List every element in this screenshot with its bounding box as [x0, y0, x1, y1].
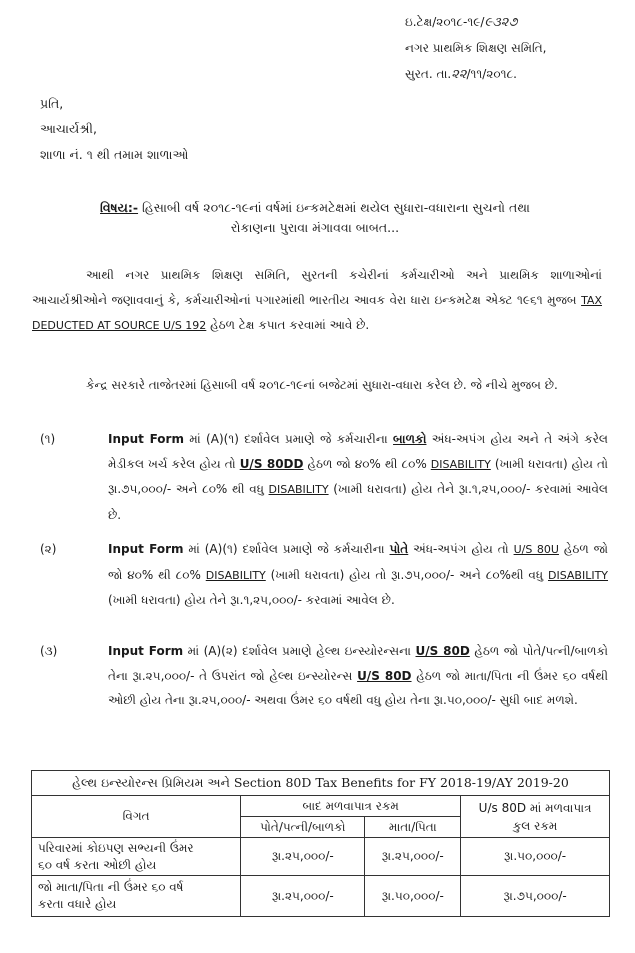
subject	[20, 198, 610, 238]
text-segment: હેઠળ જો માતા/પિતા ની ઉંમર ૬૦ વર્ષથી ઓછી હોય તેના રૂા.૨૫,૦૦૦/- અથવા ઉંમર ૬૦ વર્ષથી વધુ હોય તેના રૂા.૫૦,૦૦૦/- સુધી બાદ મળશે.	[108, 668, 609, 707]
input-form-label: Input Form	[108, 644, 184, 658]
row-detail-line-2: કરતા વધારે હોય	[38, 897, 117, 911]
disability-term: DISABILITY	[547, 568, 609, 582]
header-deduction: બાદ મળવાપાત્ર રકમ	[241, 796, 461, 817]
text-segment: (ખામી ધરાવતા) હોય તો રૂા.૭૫,૦૦૦/- અને ૮૦% થી વધુ	[108, 456, 608, 496]
text-segment: (ખામી ધરાવતા) હોય તેને રૂા.૧,૨૫,૦૦૦/- કરવામાં આવેલ છે.	[108, 482, 609, 522]
subject-line-1	[20, 198, 610, 218]
office-name: નગર પ્રાથમિક શિક્ષણ સમિતિ,	[405, 41, 547, 55]
subject-line-2: રોકાણના પુરાવા મંગાવવા બાબત...	[230, 220, 400, 235]
emphasis-self: પોતે	[389, 542, 409, 556]
disability-term: DISABILITY	[430, 457, 491, 471]
table-title	[32, 771, 610, 796]
row-detail	[32, 838, 241, 876]
row-self-amount: રૂા.૨૫,૦૦૦/-	[241, 876, 365, 917]
list-item-text	[108, 537, 608, 613]
intro-text-end: હેઠળ ટેક્ષ કપાત કરવામાં આવે છે.	[206, 318, 370, 332]
text-segment: હેઠળ જો ૪૦% થી ૮૦%	[303, 456, 431, 471]
tax-benefits-table	[31, 770, 610, 917]
input-form-label: Input Form	[108, 432, 184, 446]
subject-text-1: હિસાબી વર્ષ ૨૦૧૮-૧૯નાં વર્ષમાં ઇન્કમટેક્ષમાં થયેલ સુધારા-વધારાના સુચનો તથા	[138, 200, 530, 215]
header-detail: વિગત	[32, 796, 241, 838]
reference-number	[405, 12, 517, 33]
row-detail-line-1: જો માતા/પિતા ની ઉંમર ૬૦ વર્ષ	[38, 880, 184, 894]
section-80d: U/S 80D	[415, 644, 470, 658]
paragraph-budget: કેન્દ્ર સરકારે તાજેતરમાં હિસાબી વર્ષ ૨૦૧૮-૧૯નાં બજેટમાં સુધારા-વધારા કરેલ છે. જે નીચે મુજબ છે.	[86, 378, 558, 392]
list-item-3	[40, 639, 610, 744]
reference-handwritten-number: ૯૩૨૭	[484, 15, 518, 30]
address-to: પ્રતિ,	[40, 96, 64, 111]
list-item-number: (૧)	[40, 432, 56, 446]
section-80dd: U/S 80DD	[239, 456, 304, 471]
disability-term: DISABILITY	[268, 483, 329, 496]
row-detail	[32, 876, 241, 917]
place-date	[405, 64, 517, 85]
place: સુરત. તા.	[405, 67, 452, 81]
text-segment: (ખામી ધરાવતા) હોય તો રૂા.૭૫,૦૦૦/- અને ૮૦%થી વધુ	[265, 567, 548, 582]
row-total-amount: રૂા.૫૦,૦૦૦/-	[461, 838, 610, 876]
row-parents-amount: રૂા.૫૦,૦૦૦/-	[365, 876, 461, 917]
address-recipient: આચાર્યશ્રી,	[40, 121, 97, 136]
table-title-gujarati: હેલ્થ ઇન્સ્યોરન્સ પ્રિમિયમ અને	[72, 775, 234, 790]
date-rest: /૧૧/૨૦૧૮.	[466, 67, 517, 81]
input-form-label: Input Form	[108, 542, 184, 556]
text-segment: હેઠળ જો પોતે/પત્ની/બાળકો તેના રૂા.૨૫,૦૦૦/- તે ઉપરાંત જો હેલ્થ ઇન્સ્યોરન્સ	[108, 644, 609, 683]
header-total-line-2: કુલ રકમ	[512, 818, 558, 833]
text-segment: માં (A)(૧) દર્શાવેલ પ્રમાણે જે કર્મચારીના	[183, 542, 390, 556]
header-total-line-1: U/s 80D માં મળવાપાત્ર	[478, 800, 592, 815]
section-80u: U/S 80U	[513, 543, 559, 556]
text-segment: (ખામી ધરાવતા) હોય તેને રૂા.૧,૨૫,૦૦૦/- કરવામાં આવેલ છે.	[108, 593, 395, 607]
table-row	[32, 838, 610, 876]
text-segment: અંધ-અપંગ હોય અને તે અંગે કરેલ મેડીકલ ખર્ચ કરેલ હોય તો	[108, 432, 608, 471]
address-schools: શાળા નં. ૧ થી તમામ શાળાઓ	[40, 147, 189, 162]
list-item-1	[40, 427, 610, 527]
table-title-english: Section 80D Tax Benefits for FY 2018-19/AY 2019-20	[233, 775, 569, 790]
text-segment: હેઠળ જો જો ૪૦% થી ૮૦%	[108, 542, 608, 582]
row-self-amount: રૂા.૨૫,૦૦૦/-	[241, 838, 365, 876]
list-item-2	[40, 537, 610, 637]
paragraph-intro	[32, 263, 602, 338]
section-80d: U/S 80D	[357, 668, 412, 683]
text-segment: અંધ-અપંગ હોય તો	[408, 542, 514, 556]
intro-text: આથી નગર પ્રાથમિક શિક્ષણ સમિતિ, સુરતની કચેરીનાં કર્મચારીઓ અને પ્રાથમિક શાળાઓનાં આચાર્યશ્રીઓને જણાવવાનું કે, કર્મચારીઓનાં પગારમાંથી ભારતીય આવક વેરા ધારા ઇન્કમટેક્ષ એક્ટ ૧૯૬૧ મુજબ	[32, 268, 602, 307]
text-segment: માં (A)(૧) દર્શાવેલ પ્રમાણે જે કર્મચારીના	[183, 432, 394, 446]
header-parents: માતા/પિતા	[365, 817, 461, 838]
text-segment: માં (A)(૨) દર્શાવેલ પ્રમાણે હેલ્થ ઇન્સ્યોરન્સના	[183, 644, 416, 658]
header-total	[461, 796, 610, 838]
list-item-number: (૩)	[40, 644, 58, 658]
handwritten-date-day: ૨૨	[451, 67, 467, 82]
table-row	[32, 876, 610, 917]
emphasis-children: બાળકો	[393, 432, 427, 446]
tds-reference: TAX DEDUCTED AT SOURCE U/S 192	[32, 294, 602, 332]
row-detail-line-1: પરિવારમાં કોઇપણ સભ્યની ઉંમર	[38, 840, 194, 855]
header-self: પોતે/પત્ની/બાળકો	[241, 817, 365, 838]
list-item-text	[108, 427, 608, 527]
list-item-number: (૨)	[40, 542, 57, 556]
row-parents-amount: રૂા.૨૫,૦૦૦/-	[365, 838, 461, 876]
list-item-text	[108, 639, 608, 713]
reference-prefix: ઇ.ટેક્ષ/૨૦૧૮-૧૯/	[405, 15, 485, 29]
row-total-amount: રૂા.૭૫,૦૦૦/-	[461, 876, 610, 917]
row-detail-line-2: ૬૦ વર્ષ કરતા ઓછી હોય	[38, 857, 157, 872]
disability-term: DISABILITY	[205, 568, 266, 582]
subject-label: વિષય:-	[100, 200, 139, 215]
